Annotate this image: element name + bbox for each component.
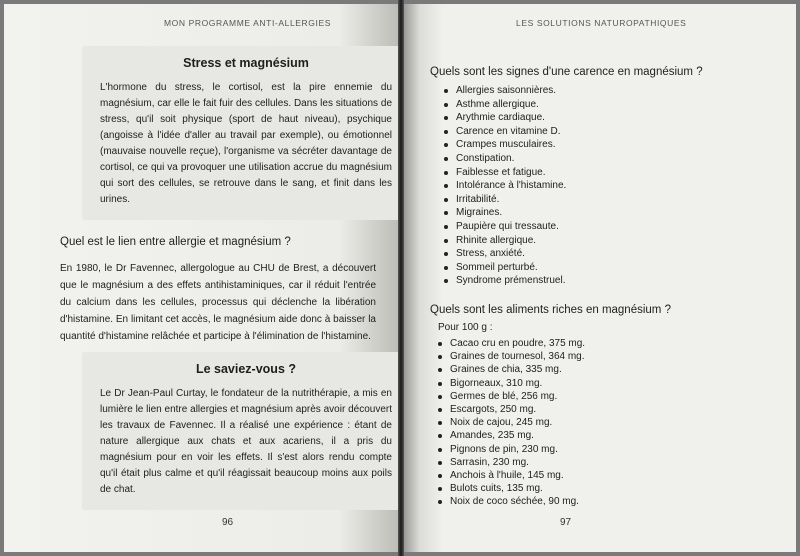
le-saviez-vous-box xyxy=(82,352,398,510)
list-item: Germes de blé, 256 mg. xyxy=(438,390,585,403)
running-head-right: LES SOLUTIONS NATUROPATHIQUES xyxy=(516,18,687,28)
list-item: Sarrasin, 230 mg. xyxy=(438,456,585,469)
page-number-left: 96 xyxy=(222,517,234,528)
list-item: Stress, anxiété. xyxy=(444,247,566,261)
box-title-saviez: Le saviez-vous ? xyxy=(195,362,297,376)
list-item: Amandes, 235 mg. xyxy=(438,429,585,442)
deficiency-signs-list xyxy=(444,84,566,288)
list-item: Graines de tournesol, 364 mg. xyxy=(438,350,585,363)
stress-magnesium-box xyxy=(82,46,398,220)
list-item: Asthme allergique. xyxy=(444,98,566,112)
per-100g-intro: Pour 100 g : xyxy=(438,322,493,333)
list-item: Rhinite allergique. xyxy=(444,234,566,248)
list-item: Anchois à l'huile, 145 mg. xyxy=(438,469,585,482)
list-item: Carence en vitamine D. xyxy=(444,125,566,139)
list-item: Migraines. xyxy=(444,206,566,220)
question-allergy-magnesium: Quel est le lien entre allergie et magnésium ? xyxy=(60,236,291,248)
list-item: Bulots cuits, 135 mg. xyxy=(438,482,585,495)
list-item: Allergies saisonnières. xyxy=(444,84,566,98)
list-item: Intolérance à l'histamine. xyxy=(444,179,566,193)
answer-allergy-magnesium: En 1980, le Dr Favennec, allergologue au CHU de Brest, a découvert que le magnésium a des effets antihistaminiques, car il réduit l'entrée du calcium dans les cellules, processus qui déclenche la libération d'histamine. En limitant cet accès, le magnésium aide donc à baisser la quantité d'histamine relâchée et participe à l'élimination de l'histamine. xyxy=(60,263,376,342)
list-item: Noix de coco séchée, 90 mg. xyxy=(438,495,585,508)
right-page xyxy=(404,4,796,552)
list-item: Pignons de pin, 230 mg. xyxy=(438,443,585,456)
list-item: Constipation. xyxy=(444,152,566,166)
question-deficiency-signs: Quels sont les signes d'une carence en magnésium ? xyxy=(430,66,703,78)
list-item: Noix de cajou, 245 mg. xyxy=(438,416,585,429)
box-text-stress: L'hormone du stress, le cortisol, est la pire ennemie du magnésium, car elle le fait fuir des cellules. Dans les situations de stress, qu'il soit physique (sport de haut niveau), psychique (angoisse à l'idée d'aller au travail par exemple), ou émotionnel (mauvaise nouvelle reçue), l'organisme va sécréter davantage de cortisol, ce qui va provoquer une utilisation accrue du magnésium qui sort des cellules, se retrouve dans le sang, et finit dans les urines. xyxy=(100,82,392,205)
list-item: Arythmie cardiaque. xyxy=(444,111,566,125)
list-item: Paupière qui tressaute. xyxy=(444,220,566,234)
list-item: Syndrome prémenstruel. xyxy=(444,274,566,288)
left-page xyxy=(4,4,398,552)
list-item: Faiblesse et fatigue. xyxy=(444,166,566,180)
list-item: Graines de chia, 335 mg. xyxy=(438,363,585,376)
page-number-right: 97 xyxy=(560,517,572,528)
question-rich-foods: Quels sont les aliments riches en magnésium ? xyxy=(430,304,671,316)
box-title-stress: Stress et magnésium xyxy=(183,56,309,70)
rich-foods-list xyxy=(438,337,585,509)
list-item: Escargots, 250 mg. xyxy=(438,403,585,416)
running-head-left: MON PROGRAMME ANTI-ALLERGIES xyxy=(164,18,331,28)
list-item: Cacao cru en poudre, 375 mg. xyxy=(438,337,585,350)
list-item: Irritabilité. xyxy=(444,193,566,207)
box-text-saviez: Le Dr Jean-Paul Curtay, le fondateur de la nutrithérapie, a mis en lumière le lien entre allergies et magnésium après avoir découvert les travaux de Favennec. Il a réalisé une expérience : étant de nature allergique aux chats et aux acariens, il a pris du magnésium pour en voir les effets. Il s'est alors rendu compte qu'il était plus calme et qu'il réagissait beaucoup moins aux poils de chat. xyxy=(100,388,392,495)
list-item: Sommeil perturbé. xyxy=(444,261,566,275)
list-item: Bigorneaux, 310 mg. xyxy=(438,377,585,390)
list-item: Crampes musculaires. xyxy=(444,138,566,152)
